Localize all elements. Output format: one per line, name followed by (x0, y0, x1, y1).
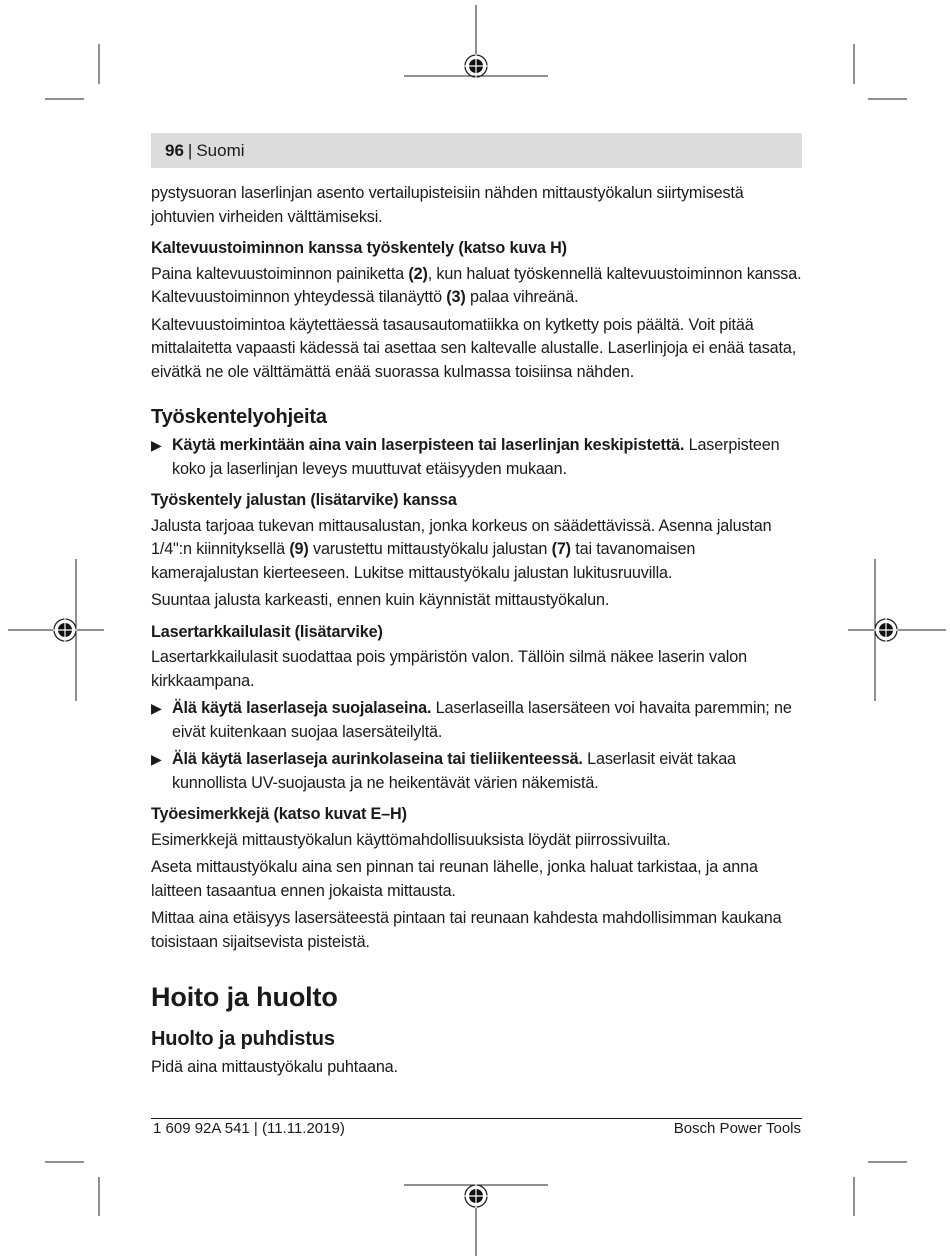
footer-rule (151, 1118, 802, 1119)
page-content (151, 182, 802, 1084)
footer-doc-number: 1 609 92A 541 | (11.11.2019) (153, 1120, 345, 1137)
footer-brand: Bosch Power Tools (673, 1120, 801, 1137)
header-language: Suomi (196, 140, 245, 160)
crosshair-registration-mark-icon (874, 618, 898, 642)
glasses-bullet-1: ▶ Älä käytä laserlaseja suojalaseina. Laserlaseilla lasersäteen voi havaita paremmin; ne eivät kuitenkaan suojaa lasersäteilyltä. (151, 697, 802, 744)
intro-paragraph: pystysuoran laserlinjan asento vertailupisteisiin nähden mittaustyökalun siirtymisestä johtuvien virheiden välttämiseksi. (151, 184, 744, 226)
examples-paragraph-3: Mittaa aina etäisyys lasersäteestä pintaan tai reunaan kahdesta mahdollisimman kaukana toisistaan sijaitsevista pisteistä. (151, 909, 782, 951)
tips-bullet-1: ▶ Käytä merkintään aina vain laserpisteen tai laserlinjan keskipistettä. Laserpisteen koko ja laserlinjan leveys muuttuvat etäisyyden mukaan. (151, 434, 802, 481)
right-triangle-arrow-icon: ▶ (151, 437, 162, 453)
tilt-paragraph-2: Kaltevuustoimintoa käytettäessä tasausautomatiikka on kytketty pois päältä. Voit pitää mittalaitetta vapaasti kädessä tai asettaa sen kaltevalle alustalle. Laserlinjoja ei enää tasata, eivätkä ne ole välttämättä enää suorassa kulmassa toisiinsa nähden. (151, 315, 797, 381)
crosshair-registration-mark-icon (464, 1184, 488, 1208)
tripod-heading: Työskentely jalustan (lisätarvike) kanssa (151, 491, 457, 509)
tripod-paragraph-1: Jalusta tarjoaa tukevan mittausalustan, jonka korkeus on säädettävissä. Asenna jalustan 1/4":n kiinnityksellä (9) varustettu mittaustyökalu jalustan (7) tai tavanomaisen kamerajalustan kierteeseen. Lukitse mittaustyökalu jalustan lukitusruuvilla. (151, 516, 772, 582)
tilt-heading: Kaltevuustoiminnon kanssa työskentely (katso kuva H) (151, 239, 567, 257)
care-heading: Hoito ja huolto (151, 982, 338, 1012)
right-triangle-arrow-icon: ▶ (151, 700, 162, 716)
care-subheading: Huolto ja puhdistus (151, 1028, 335, 1050)
care-paragraph-1: Pidä aina mittaustyökalu puhtaana. (151, 1058, 398, 1076)
tilt-paragraph-1: Paina kaltevuustoiminnon painiketta (2), kun haluat työskennellä kaltevuustoiminnon kanssa. Kaltevuustoiminnon yhteydessä tilanäyttö (3) palaa vihreänä. (151, 264, 802, 306)
examples-heading: Työesimerkkejä (katso kuvat E–H) (151, 805, 407, 823)
page-header (151, 133, 802, 168)
crosshair-registration-mark-icon (464, 54, 488, 78)
glasses-bullet-2: ▶ Älä käytä laserlaseja aurinkolaseina tai tieliikenteessä. Laserlasit eivät takaa kunnollista UV-suojausta ja ne heikentävät värien näkemistä. (151, 748, 802, 795)
crosshair-registration-mark-icon (53, 618, 77, 642)
examples-paragraph-1: Esimerkkejä mittaustyökalun käyttömahdollisuuksista löydät piirrossivuilta. (151, 830, 671, 849)
examples-paragraph-2: Aseta mittaustyökalu aina sen pinnan tai reunan lähelle, jonka haluat tarkistaa, ja anna laitteen tasaantua ennen jokaista mittausta. (151, 858, 758, 900)
right-triangle-arrow-icon: ▶ (151, 751, 162, 767)
tripod-paragraph-2: Suuntaa jalusta karkeasti, ennen kuin käynnistät mittaustyökalun. (151, 591, 610, 609)
page-number: 96 (165, 140, 184, 160)
header-separator: | (187, 140, 193, 160)
glasses-paragraph-1: Lasertarkkailulasit suodattaa pois ympäristön valon. Tällöin silmä näkee laserin valon kirkkaampana. (151, 648, 747, 690)
glasses-heading: Lasertarkkailulasit (lisätarvike) (151, 622, 383, 641)
tips-heading: Työskentelyohjeita (151, 406, 327, 428)
